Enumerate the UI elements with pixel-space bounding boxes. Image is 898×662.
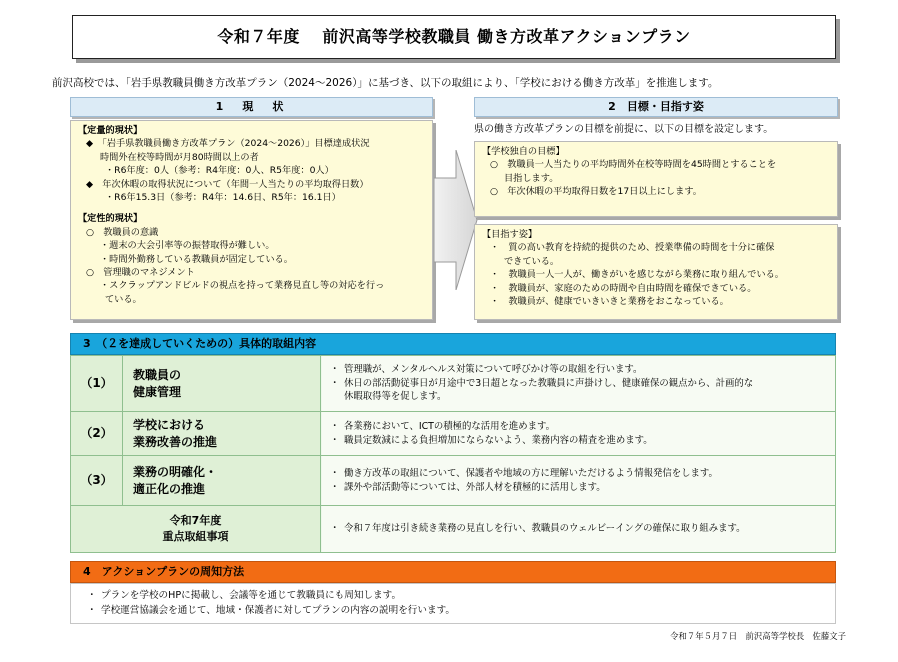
section4-panel [70,583,836,624]
initiatives-table [70,355,836,553]
section3-heading [70,333,836,355]
school-goals-panel [474,141,838,217]
list-item [330,377,827,391]
row-label-line1: 教職員の [133,367,182,382]
dot-bullet-icon: ・ [490,269,500,281]
row-number: （3） [71,456,123,505]
vision-4-line1 [482,295,830,308]
circle-bullet-icon: ○ [86,226,95,238]
row-label [123,456,321,505]
section2-heading-text: 2 目標・目指す姿 [608,99,704,113]
goals-title: 【学校独自の目標】 [482,146,565,157]
dot-bullet-icon: ・ [330,377,340,389]
list-item [330,481,827,495]
quant-title: 【定量的現状】 [78,125,143,136]
row-content [322,412,835,455]
qual-item-1-sub2: ・時間外勤務している教職員が固定している。 [100,253,293,265]
list-item-text: 休暇取得等を促します。 [344,391,447,403]
row-content [322,506,835,552]
vision-4-text: 教職員が、健康でいきいきと業務をおこなっている。 [508,296,729,308]
quant-item-1-line3: ・R6年度：0人（参考：R4年度：0人、R5年度：0人） [105,165,334,177]
diamond-bullet-icon: ◆ [86,178,94,190]
vision-2-text: 教職員一人一人が、働きがいを感じながら業務に取り組んでいる。 [508,269,784,281]
qual-item-2-text: 管理職のマネジメント [103,267,195,279]
table-row [71,412,835,456]
qual-title: 【定性的現状】 [78,213,143,225]
circle-bullet-icon: ○ [490,159,499,171]
vision-1-line1 [482,241,830,254]
section1-panel [70,120,433,320]
right-arrow-icon [434,150,478,290]
dot-bullet-icon: ・ [330,420,340,432]
list-item [330,522,827,536]
circle-bullet-icon: ○ [490,186,499,198]
vision-2-line1 [482,268,830,281]
qual-item-2-sub1: ・スクラップアンドビルドの視点を持って業務見直し等の対応を行っ [100,280,385,292]
list-item [87,603,819,618]
row-label-line1: 学校における [133,417,206,432]
row-label [123,412,321,455]
goal-1-line1 [482,158,830,171]
section2-lead: 県の働き方改革プランの目標を前提に、以下の目標を設定します。 [474,124,774,135]
dot-bullet-icon: ・ [490,242,500,254]
row-label-line2: 適正化の推進 [133,481,206,496]
qual-item-2-head [78,266,425,279]
section1-heading [70,97,433,117]
dot-bullet-icon: ・ [87,605,97,616]
row-label-line2: 業務改善の推進 [133,434,218,449]
list-item-text: プランを学校のHPに掲載し、会議等を通じて教職員にも周知します。 [101,590,402,601]
list-item-text: 職員定数減による負担増加にならないよう、業務内容の精査を進めます。 [344,434,653,446]
row-content [322,356,835,411]
row-label-line1: 業務の明確化・ [133,464,218,479]
dot-bullet-icon: ・ [330,434,340,446]
quant-item-2-line3: ・R6年15.3日（参考：R4年：14.6日、R5年：16.1日） [105,192,341,204]
diamond-bullet-icon: ◆ [86,138,94,150]
list-item-text: 令和７年度は引き続き業務の見直しを行い、教職員のウェルビーイングの確保に取り組みます。 [344,523,746,535]
table-row [71,506,835,552]
dot-bullet-icon: ・ [330,481,340,493]
list-item [330,467,827,481]
goal-1-text: 教職員一人当たりの平均時間外在校等時間を45時間とすることを [507,159,777,171]
goal-1-line2: 目指します。 [504,172,559,184]
row-number: （2） [71,412,123,455]
table-row [71,356,835,412]
list-item-text: 各業務において、ICTの積極的な活用を進めます。 [344,420,555,432]
quant-item-2-text: 年次休暇の取得状況について（年間一人当たりの平均取得日数） [102,178,369,190]
section1-heading-text: 1 現 状 [215,99,288,113]
section4-heading-text: 4 アクションプランの周知方法 [83,564,245,578]
section2-heading [474,97,838,117]
goal-2-text: 年次休暇の平均取得日数を17日以上にします。 [507,186,702,198]
dot-bullet-icon: ・ [490,296,500,308]
section4-heading [70,561,836,583]
row-number: （1） [71,356,123,411]
list-item [330,420,827,434]
list-item-text: 働き方改革の取組について、保護者や地域の方に理解いただけるよう情報発信をします。 [344,467,718,479]
list-item-continued [330,390,827,404]
list-item [87,588,819,603]
row-label [71,506,321,552]
goal-2-line1 [482,185,830,198]
circle-bullet-icon: ○ [86,267,95,279]
quant-item-1-text: 「岩手県教職員働き方改革プラン（2024～2026）」目標達成状況 [102,138,370,150]
list-item-text: 課外や部活動等については、外部人材を積極的に活用します。 [344,481,606,493]
list-item [330,363,827,377]
list-item-text: 管理職が、メンタルヘルス対策について呼びかけ等の取組を行います。 [344,363,643,375]
dot-bullet-icon: ・ [330,363,340,375]
section3-heading-text: 3 （２を達成していくための）具体的取組内容 [83,336,317,350]
quant-item-2-line1 [78,178,425,191]
vision-1-line2: できている。 [504,255,560,267]
page-title [72,15,836,59]
row-label-line2: 重点取組事項 [162,530,229,543]
row-label-line2: 健康管理 [133,384,182,399]
list-item [330,434,827,448]
vision-3-line1 [482,282,830,295]
list-item-text: 学校運営協議会を通じて、地域・保護者に対してプランの内容の説明を行います。 [101,605,456,616]
qual-item-1-sub1: ・週末の大会引率等の振替取得が難しい。 [100,240,275,252]
table-row [71,456,835,506]
qual-item-1-text: 教職員の意識 [103,226,159,238]
dot-bullet-icon: ・ [87,590,97,601]
dot-bullet-icon: ・ [330,523,340,535]
quant-item-1-line1 [78,137,425,150]
vision-title: 【目指す姿】 [482,229,538,240]
qual-item-2-sub2: ている。 [105,293,142,305]
dot-bullet-icon: ・ [330,467,340,479]
quant-item-1-line2: 時間外在校等時間が月80時間以上の者 [100,151,259,163]
list-item-text: 休日の部活動従事日が月途中で3日超となった教職員に声掛けし、健康確保の観点から、計画的な [344,377,754,389]
row-label [123,356,321,411]
vision-panel [474,224,838,320]
vision-1-text: 質の高い教育を持続的提供のため、授業準備の時間を十分に確保 [508,242,775,254]
signature-line: 令和７年５月７日 前沢高等学校長 佐藤文子 [670,631,846,641]
row-content [322,456,835,505]
dot-bullet-icon: ・ [490,282,500,294]
row-label-line1: 令和7年度 [169,514,222,527]
intro-text: 前沢高校では、「岩手県教職員働き方改革プラン（2024～2026）」に基づき、以下の取組により、「学校における働き方改革」を推進します。 [52,77,719,89]
page-title-text: 令和７年度 前沢高等学校教職員 働き方改革アクションプラン [217,26,691,46]
vision-3-text: 教職員が、家庭のための時間や自由時間を確保できている。 [508,282,757,294]
qual-item-1-head [78,226,425,239]
